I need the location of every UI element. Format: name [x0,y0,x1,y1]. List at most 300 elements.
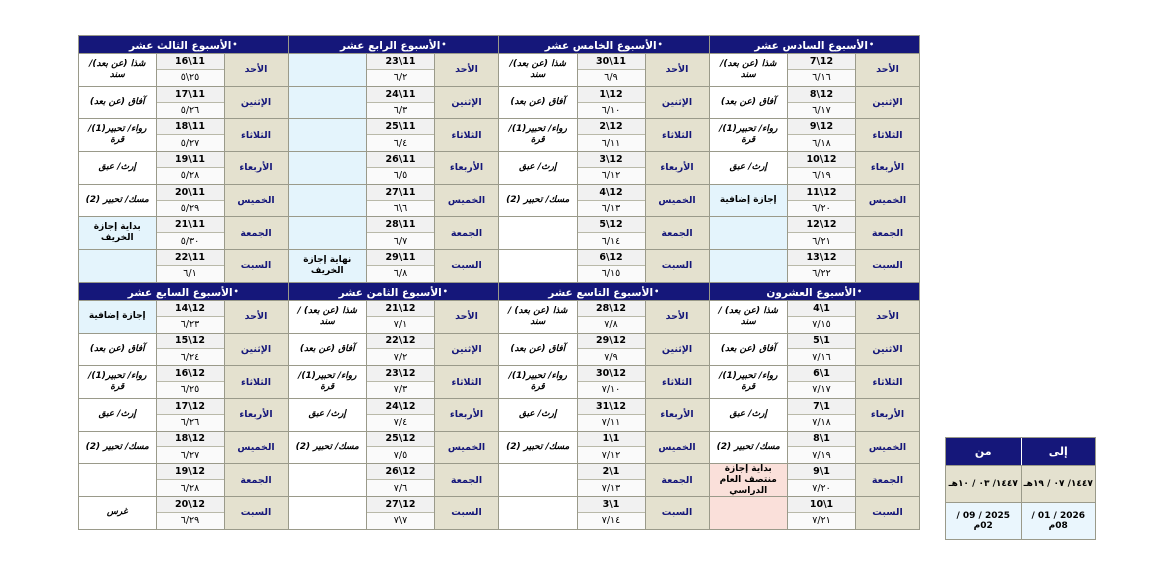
calendar-day-row[interactable] [289,333,499,366]
day-note-cell: إرث/ عبق [289,399,367,431]
calendar-day-row[interactable] [710,151,920,184]
hijri-date: ٧/١٩ [788,447,855,463]
date-cell [156,185,224,217]
day-note-cell: إرث/ عبق [710,152,788,184]
date-cell [366,432,434,464]
calendar-day-row[interactable] [289,151,499,184]
hijri-date: ٦/٢٢ [788,266,855,282]
gregorian-date: 11\12 [788,185,855,201]
gregorian-date: 17\12 [157,399,224,415]
day-name-cell: الثلاثاء [645,366,709,398]
gregorian-date: 8\1 [788,432,855,448]
day-note-cell [499,497,577,529]
day-note-cell: رواء/ تحبير(1)/ قرة [499,119,577,151]
day-note-cell [710,217,788,249]
day-name-cell: الأربعاء [434,152,498,184]
calendar-day-row[interactable] [710,333,920,366]
week-block [289,35,500,283]
date-cell [577,497,645,529]
gregorian-date: 19\12 [157,464,224,480]
hijri-date: ٧/٢ [367,349,434,365]
day-name-cell: الخميس [855,185,919,217]
calendar-day-row[interactable] [710,496,920,529]
calendar-day-row[interactable] [289,86,499,119]
gregorian-date: 14\12 [157,301,224,317]
gregorian-date: 10\1 [788,497,855,513]
day-note-cell [289,119,367,151]
bullet-icon: • [441,40,447,49]
calendar-day-row[interactable] [79,496,288,529]
hijri-date: ٢٥\٥ [157,70,224,86]
week-title-text: الأسبوع السادس عشر [754,40,868,52]
calendar-day-row[interactable] [79,398,288,431]
hijri-date: ٧/٩ [578,349,645,365]
day-name-cell: الأربعاء [224,399,288,431]
hijri-date: ٧/٢٠ [788,480,855,496]
calendar-day-row[interactable] [710,365,920,398]
week-title-text: الأسبوع العشرون [766,286,856,299]
week-title [710,283,920,300]
day-name-cell: الأحد [224,54,288,86]
calendar-day-row[interactable] [499,300,709,333]
gregorian-date: 1\12 [578,87,645,103]
date-cell [577,119,645,151]
day-note-cell [710,250,788,282]
date-cell [787,152,855,184]
gregorian-date: 4\12 [578,185,645,201]
week-block [78,283,289,530]
calendar-day-row[interactable] [79,86,288,119]
day-name-cell: الأحد [855,301,919,333]
day-note-cell [710,497,788,529]
hijri-date: ٧/١٠ [578,382,645,398]
calendar-day-row[interactable] [499,496,709,529]
gregorian-date: 27\11 [367,185,434,201]
day-name-cell: الجمعة [855,464,919,496]
hijri-date: ٦/١ [157,266,224,282]
calendar-day-row[interactable] [499,333,709,366]
day-name-cell: الإثنين [434,87,498,119]
calendar-day-row[interactable] [499,249,709,282]
hijri-date: ٧/١٢ [578,447,645,463]
day-name-cell: السبت [224,250,288,282]
day-name-cell: الأربعاء [855,152,919,184]
hijri-date: ٦/١٤ [578,233,645,249]
date-cell [156,497,224,529]
hijri-date: ٦/٥ [367,168,434,184]
day-name-cell: الثلاثاء [224,366,288,398]
calendar-day-row[interactable] [289,431,499,464]
week-title [499,36,709,53]
day-name-cell: السبت [855,497,919,529]
hijri-date: ٦/١٩ [788,168,855,184]
bullet-icon: • [233,286,239,296]
day-note-cell [499,217,577,249]
date-cell [366,217,434,249]
hijri-date: ٦/١٦ [788,70,855,86]
week-block [710,35,921,283]
day-note-cell: إرث/ عبق [499,399,577,431]
hijri-date: ٥/٣٠ [157,233,224,249]
gregorian-date: 25\12 [367,432,434,448]
day-note-cell: مسك/ تحبير (2) [499,185,577,217]
gregorian-date: 18\12 [157,432,224,448]
day-note-cell: رواء/ تحبير(1)/ قرة [79,366,156,398]
calendar-day-row[interactable] [79,151,288,184]
calendar-day-row[interactable] [79,300,288,333]
day-name-cell: السبت [434,250,498,282]
day-name-cell: الأحد [434,301,498,333]
day-name-cell: الخميس [645,185,709,217]
gregorian-date: 8\12 [788,87,855,103]
date-cell [156,399,224,431]
day-note-cell: شذا (عن بعد)/ سند [79,54,156,86]
day-name-cell: الجمعة [224,464,288,496]
hijri-date: ٦/٨ [367,266,434,282]
calendar-day-row[interactable] [79,216,288,249]
hijri-date: ٧/٤ [367,415,434,431]
calendar-day-row[interactable] [710,184,920,217]
day-note-cell: شذا (عن بعد) /سند [289,301,367,333]
day-note-cell [499,250,577,282]
day-note-cell: آفاق (عن بعد) [289,334,367,366]
calendar-day-row[interactable] [289,365,499,398]
day-note-cell: آفاق (عن بعد) [499,87,577,119]
calendar-day-row[interactable] [499,118,709,151]
range-to-label: إلى [1021,438,1096,465]
day-name-cell: الجمعة [434,464,498,496]
date-cell [156,119,224,151]
date-cell [787,301,855,333]
gregorian-date: 16\11 [157,54,224,70]
hijri-date: ٧/٥ [367,447,434,463]
day-note-cell: بداية إجازة الخريف [79,217,156,249]
date-cell [787,497,855,529]
hijri-date: ٧\٧ [367,513,434,529]
bullet-icon: • [657,40,663,49]
gregorian-date: 21\12 [367,301,434,317]
calendar-day-row[interactable] [289,463,499,496]
gregorian-date: 5\12 [578,217,645,233]
calendar-day-row[interactable] [289,398,499,431]
hijri-date: ٦/٢٤ [157,349,224,365]
calendar-day-row[interactable] [289,216,499,249]
gregorian-date: 10\12 [788,152,855,168]
range-gregorian-row [946,502,1095,539]
day-name-cell: الجمعة [645,217,709,249]
day-name-cell: الثلاثاء [855,366,919,398]
calendar-day-row[interactable] [710,86,920,119]
hijri-date: ٦/٤ [367,135,434,151]
date-cell [366,54,434,86]
day-name-cell: الثلاثاء [645,119,709,151]
calendar-day-row[interactable] [710,53,920,86]
gregorian-date: 2\12 [578,119,645,135]
date-cell [787,334,855,366]
day-name-cell: السبت [434,497,498,529]
hijri-date: ٦/١٣ [578,201,645,217]
hijri-date: ٧/٢١ [788,513,855,529]
day-name-cell: الجمعة [224,217,288,249]
gregorian-date: 3\12 [578,152,645,168]
calendar-day-row[interactable] [499,184,709,217]
hijri-date: ٦/٢٣ [157,317,224,333]
day-note-cell [79,250,156,282]
hijri-date: ٦/١٠ [578,103,645,119]
hijri-date: ٥/٢٧ [157,135,224,151]
date-cell [366,366,434,398]
calendar-day-row[interactable] [289,496,499,529]
week-row-top [78,35,920,283]
day-note-cell [499,464,577,496]
day-name-cell: السبت [645,250,709,282]
hijri-date: ٦/٢١ [788,233,855,249]
week-title [710,36,920,53]
calendar-day-row[interactable] [710,431,920,464]
hijri-date: ٦/١١ [578,135,645,151]
day-note-cell [79,464,156,496]
gregorian-date: 23\11 [367,54,434,70]
date-cell [787,464,855,496]
day-note-cell [289,497,367,529]
calendar-day-row[interactable] [289,300,499,333]
gregorian-date: 31\12 [578,399,645,415]
calendar-day-row[interactable] [710,300,920,333]
hijri-date: ٥/٢٨ [157,168,224,184]
gregorian-date: 5\1 [788,334,855,350]
day-note-cell: إرث/ عبق [710,399,788,431]
bullet-icon: • [868,40,875,49]
day-name-cell: الأربعاء [855,399,919,431]
week-block [289,283,500,530]
range-from-gregorian: 2025 / 09 / 02م [946,503,1021,539]
date-cell [577,301,645,333]
gregorian-date: 17\11 [157,87,224,103]
gregorian-date: 6\1 [788,366,855,382]
day-note-cell: إرث/ عبق [499,152,577,184]
calendar-day-row[interactable] [499,365,709,398]
gregorian-date: 22\12 [367,334,434,350]
calendar-day-row[interactable] [499,216,709,249]
date-cell [156,87,224,119]
gregorian-date: 9\1 [788,464,855,480]
day-name-cell: الثلاثاء [224,119,288,151]
calendar-day-row[interactable] [710,249,920,282]
gregorian-date: 12\12 [788,217,855,233]
calendar-day-row[interactable] [289,184,499,217]
calendar-day-row[interactable] [79,118,288,151]
gregorian-date: 9\12 [788,119,855,135]
date-cell [577,87,645,119]
day-name-cell: الجمعة [855,217,919,249]
week-title-text: الأسبوع الرابع عشر [340,40,441,52]
gregorian-date: 3\1 [578,497,645,513]
gregorian-date: 30\11 [578,54,645,70]
calendar-day-row[interactable] [79,53,288,86]
week-title [499,283,709,300]
calendar-day-row[interactable] [710,463,920,496]
day-note-cell [289,54,367,86]
calendar-day-row[interactable] [79,249,288,282]
gregorian-date: 28\12 [578,301,645,317]
day-name-cell: الإثنين [434,334,498,366]
day-name-cell: الأربعاء [645,152,709,184]
bullet-icon: • [654,286,660,296]
date-cell [577,432,645,464]
day-note-cell: بداية إجازة منتصف العام الدراسي [710,464,788,496]
range-from-label: من [946,438,1021,465]
day-name-cell: الخميس [224,185,288,217]
day-note-cell: شذا (عن بعد)/ سند [710,54,788,86]
calendar-day-row[interactable] [499,53,709,86]
day-name-cell: الإثنين [855,87,919,119]
hijri-date: ٦/٢٩ [157,513,224,529]
date-range-legend [945,437,1096,540]
gregorian-date: 24\11 [367,87,434,103]
date-cell [156,54,224,86]
day-note-cell: مسك/ تحبير (2) [710,432,788,464]
day-note-cell: رواء/ تحبير(1)/ قرة [499,366,577,398]
date-cell [156,432,224,464]
date-cell [577,399,645,431]
day-name-cell: الأربعاء [434,399,498,431]
gregorian-date: 22\11 [157,250,224,266]
calendar-day-row[interactable] [499,463,709,496]
week-title [289,36,499,53]
date-cell [366,152,434,184]
day-note-cell: مسك/ تحبير (2) [289,432,367,464]
gregorian-date: 7\12 [788,54,855,70]
calendar-day-row[interactable] [710,118,920,151]
day-name-cell: الخميس [855,432,919,464]
hijri-date: ٦/٢٨ [157,480,224,496]
hijri-date: ٦/٣ [367,103,434,119]
bullet-icon: • [442,286,448,296]
week-title-text: الأسبوع التاسع عشر [548,286,654,299]
day-note-cell [289,87,367,119]
date-cell [156,464,224,496]
day-note-cell: رواء/ تحبير(1)/ قرة [289,366,367,398]
date-cell [787,250,855,282]
date-cell [787,432,855,464]
date-cell [577,366,645,398]
day-name-cell: الجمعة [645,464,709,496]
range-to-gregorian: 2026 / 01 / 08م [1021,503,1096,539]
date-cell [577,464,645,496]
date-cell [366,464,434,496]
gregorian-date: 26\11 [367,152,434,168]
range-from-hijri: ١٤٤٧/ ٠٣ / ١٠هـ [946,466,1021,502]
date-cell [577,54,645,86]
academic-calendar-grid [78,35,920,530]
day-name-cell: الإثنين [645,87,709,119]
calendar-day-row[interactable] [79,184,288,217]
calendar-day-row[interactable] [499,86,709,119]
date-cell [366,334,434,366]
calendar-day-row[interactable] [79,333,288,366]
week-title-text: الأسبوع الثامن عشر [338,286,442,299]
day-note-cell: شذا (عن بعد) /سند [499,301,577,333]
hijri-date: ٦/١٥ [578,266,645,282]
gregorian-date: 4\1 [788,301,855,317]
calendar-day-row[interactable] [289,118,499,151]
hijri-date: ٦/٢ [367,70,434,86]
calendar-day-row[interactable] [710,398,920,431]
hijri-date: ٦/٢٠ [788,201,855,217]
hijri-date: ٦/١٧ [788,103,855,119]
week-title-text: الأسبوع السابع عشر [127,286,233,299]
date-cell [366,497,434,529]
day-note-cell: آفاق (عن بعد) [710,87,788,119]
calendar-day-row[interactable] [79,431,288,464]
date-cell [366,185,434,217]
gregorian-date: 13\12 [788,250,855,266]
calendar-day-row[interactable] [499,151,709,184]
date-cell [366,87,434,119]
date-cell [156,152,224,184]
hijri-date: ٦/٢٦ [157,415,224,431]
calendar-day-row[interactable] [289,249,499,282]
day-name-cell: الإثنين [645,334,709,366]
range-to-hijri: ١٤٤٧/ ٠٧ / ١٩هـ [1021,466,1096,502]
gregorian-date: 29\11 [367,250,434,266]
day-name-cell: الأحد [645,54,709,86]
hijri-date: ٧/١٥ [788,317,855,333]
calendar-day-row[interactable] [79,463,288,496]
calendar-day-row[interactable] [499,431,709,464]
date-cell [577,334,645,366]
day-note-cell: نهاية إجازة الخريف [289,250,367,282]
gregorian-date: 6\12 [578,250,645,266]
date-cell [156,250,224,282]
hijri-date: ٧/١١ [578,415,645,431]
gregorian-date: 29\12 [578,334,645,350]
hijri-date: ٧/٦ [367,480,434,496]
day-name-cell: السبت [855,250,919,282]
calendar-day-row[interactable] [710,216,920,249]
date-cell [787,54,855,86]
date-cell [366,119,434,151]
week-row-bottom [78,283,920,530]
day-note-cell: مسك/ تحبير (2) [79,432,156,464]
calendar-day-row[interactable] [289,53,499,86]
day-name-cell: الخميس [645,432,709,464]
date-cell [577,217,645,249]
week-block [499,35,710,283]
hijri-date: ٦/٢٧ [157,447,224,463]
gregorian-date: 18\11 [157,119,224,135]
day-note-cell: آفاق (عن بعد) [79,334,156,366]
hijri-date: ٦/٧ [367,233,434,249]
hijri-date: ٧/١ [367,317,434,333]
day-note-cell: آفاق (عن بعد) [79,87,156,119]
calendar-day-row[interactable] [499,398,709,431]
hijri-date: ٧/١٣ [578,480,645,496]
bullet-icon: • [232,40,238,49]
day-name-cell: الأحد [434,54,498,86]
calendar-day-row[interactable] [79,365,288,398]
day-name-cell: السبت [645,497,709,529]
week-block [78,35,289,283]
gregorian-date: 20\12 [157,497,224,513]
day-name-cell: الأحد [224,301,288,333]
week-title [79,36,288,53]
date-cell [156,217,224,249]
date-cell [366,250,434,282]
date-cell [787,119,855,151]
day-note-cell: شذا (عن بعد)/ سند [499,54,577,86]
day-note-cell: آفاق (عن بعد) [710,334,788,366]
